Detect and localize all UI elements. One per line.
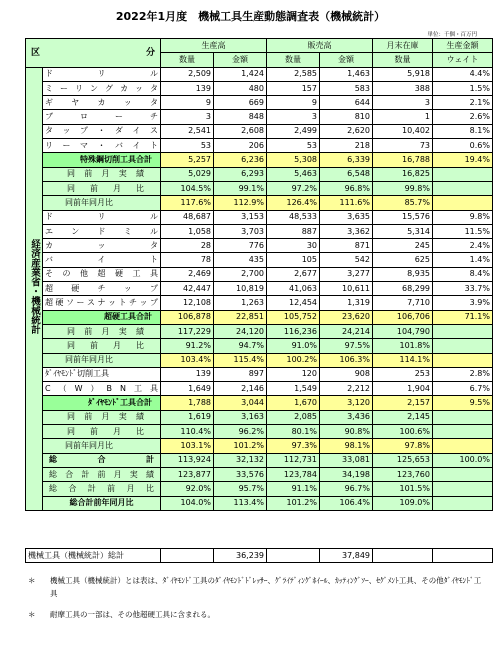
table-cell: 125,653 bbox=[373, 453, 433, 467]
row-label: 総 合 計 前 月 比 bbox=[43, 482, 161, 496]
table-cell: 22,851 bbox=[214, 310, 267, 324]
table-row bbox=[26, 282, 493, 296]
row-label: 超 硬 ソ ー ス ナ ッ ト チ ッ プ bbox=[43, 296, 161, 310]
table-cell: 6,548 bbox=[320, 167, 373, 181]
table-cell: 97.8% bbox=[373, 439, 433, 453]
table-cell: 3,044 bbox=[214, 396, 267, 410]
table-cell: 34,198 bbox=[320, 467, 373, 481]
table-cell: 30 bbox=[267, 239, 320, 253]
table-cell: 388 bbox=[373, 81, 433, 95]
table-cell: 139 bbox=[161, 367, 214, 381]
production-table bbox=[25, 38, 493, 511]
table-cell: 435 bbox=[214, 253, 267, 267]
table-cell: 42,447 bbox=[161, 282, 214, 296]
table-cell: 218 bbox=[320, 139, 373, 153]
summary-row: 機械工具（機械統計）総計 36,239 37,849 bbox=[26, 549, 493, 563]
table-cell: 106,878 bbox=[161, 310, 214, 324]
table-cell: 1,788 bbox=[161, 396, 214, 410]
table-cell: 3,163 bbox=[214, 410, 267, 424]
table-cell: 3,120 bbox=[320, 396, 373, 410]
table-cell: 810 bbox=[320, 110, 373, 124]
row-label: リ ー マ ・ バ イ ト bbox=[43, 139, 161, 153]
side-label: 経済産業省・機械統計 bbox=[26, 67, 43, 510]
table-cell: 3,362 bbox=[320, 224, 373, 238]
table-cell: 2,146 bbox=[214, 382, 267, 396]
table-row bbox=[26, 339, 493, 353]
table-cell: 10,611 bbox=[320, 282, 373, 296]
table-row bbox=[26, 110, 493, 124]
table-cell: 100.0% bbox=[433, 453, 493, 467]
table-cell: 103.4% bbox=[161, 353, 214, 367]
row-label: ブ ロ ー チ bbox=[43, 110, 161, 124]
table-cell bbox=[433, 482, 493, 496]
table-row bbox=[26, 467, 493, 481]
table-cell: 96.8% bbox=[320, 181, 373, 195]
table-cell: 644 bbox=[320, 96, 373, 110]
table-row bbox=[26, 453, 493, 467]
table-cell: 53 bbox=[267, 139, 320, 153]
row-label: タ ッ プ ・ ダ イ ス bbox=[43, 124, 161, 138]
table-cell: 4.4% bbox=[433, 67, 493, 81]
table-cell: 105,752 bbox=[267, 310, 320, 324]
table-cell: 3,153 bbox=[214, 210, 267, 224]
table-row bbox=[26, 67, 493, 81]
table-cell: 33.7% bbox=[433, 282, 493, 296]
table-row bbox=[26, 224, 493, 238]
table-cell: 871 bbox=[320, 239, 373, 253]
table-cell: 3 bbox=[373, 96, 433, 110]
table-cell: 2.8% bbox=[433, 367, 493, 381]
table-cell: 8.1% bbox=[433, 124, 493, 138]
row-label: 同前年同月比 bbox=[43, 439, 161, 453]
table-row bbox=[26, 410, 493, 424]
table-cell: 99.8% bbox=[373, 181, 433, 195]
column-header: 金額 bbox=[320, 53, 373, 67]
row-label: バ イ ト bbox=[43, 253, 161, 267]
table-cell: 2,585 bbox=[267, 67, 320, 81]
table-row bbox=[26, 496, 493, 510]
header-row bbox=[26, 39, 493, 53]
table-cell: 542 bbox=[320, 253, 373, 267]
table-cell: 2,212 bbox=[320, 382, 373, 396]
table-cell: 97.2% bbox=[267, 181, 320, 195]
row-label: 同 前 月 比 bbox=[43, 425, 161, 439]
table-cell: 111.6% bbox=[320, 196, 373, 210]
table-cell bbox=[433, 181, 493, 195]
table-cell: 80.1% bbox=[267, 425, 320, 439]
table-cell: 7,710 bbox=[373, 296, 433, 310]
table-cell: 3,703 bbox=[214, 224, 267, 238]
table-row bbox=[26, 396, 493, 410]
table-row bbox=[26, 96, 493, 110]
table-cell: 2,469 bbox=[161, 267, 214, 281]
table-row bbox=[26, 181, 493, 195]
table-cell bbox=[433, 353, 493, 367]
table-cell: 2,085 bbox=[267, 410, 320, 424]
table-cell: 48,533 bbox=[267, 210, 320, 224]
row-label: ド リ ル bbox=[43, 67, 161, 81]
row-label: ﾀﾞｲﾔﾓﾝﾄﾞ切削工具 bbox=[43, 367, 161, 381]
table-cell: 106,706 bbox=[373, 310, 433, 324]
table-row bbox=[26, 267, 493, 281]
table-cell: 96.2% bbox=[214, 425, 267, 439]
table-row bbox=[26, 167, 493, 181]
table-cell: 98.1% bbox=[320, 439, 373, 453]
table-cell: 2.4% bbox=[433, 239, 493, 253]
table-row bbox=[26, 124, 493, 138]
table-row bbox=[26, 367, 493, 381]
table-cell: 16,788 bbox=[373, 153, 433, 167]
table-cell: 90.8% bbox=[320, 425, 373, 439]
table-cell: 887 bbox=[267, 224, 320, 238]
table-cell: 120 bbox=[267, 367, 320, 381]
unit-label: 単位：千個・百万円 bbox=[427, 32, 477, 38]
table-cell: 1,263 bbox=[214, 296, 267, 310]
table-cell: 2.6% bbox=[433, 110, 493, 124]
table-cell: 101.2% bbox=[267, 496, 320, 510]
row-label: ド リ ル bbox=[43, 210, 161, 224]
table-cell: 2,157 bbox=[373, 396, 433, 410]
table-cell: 480 bbox=[214, 81, 267, 95]
table-cell: 105 bbox=[267, 253, 320, 267]
table-cell: 2,677 bbox=[267, 267, 320, 281]
table-cell: 5,257 bbox=[161, 153, 214, 167]
table-cell bbox=[433, 467, 493, 481]
table-cell: 5,314 bbox=[373, 224, 433, 238]
table-cell: 15,576 bbox=[373, 210, 433, 224]
footnote: ＊ 耐摩工具の一部は、その他超硬工具に含まれる。 bbox=[28, 610, 215, 619]
table-cell: 2,509 bbox=[161, 67, 214, 81]
table-cell bbox=[433, 196, 493, 210]
table-cell: 91.0% bbox=[267, 339, 320, 353]
table-cell: 73 bbox=[373, 139, 433, 153]
table-cell: 2,145 bbox=[373, 410, 433, 424]
table-row bbox=[26, 253, 493, 267]
table-cell: 33,576 bbox=[214, 467, 267, 481]
table-cell: 123,877 bbox=[161, 467, 214, 481]
table-cell: 2,499 bbox=[267, 124, 320, 138]
table-cell: 41,063 bbox=[267, 282, 320, 296]
row-label: カ ッ タ bbox=[43, 239, 161, 253]
table-cell: 97.3% bbox=[267, 439, 320, 453]
table-cell: 123,784 bbox=[267, 467, 320, 481]
row-label: 超 硬 チ ッ プ bbox=[43, 282, 161, 296]
table-cell: 5,029 bbox=[161, 167, 214, 181]
inventory-header: 月末在庫 bbox=[373, 39, 433, 53]
footnote: ＊ 機械工具（機械統計）とは表は、ﾀﾞｲﾔﾓﾝﾄﾞ工具のﾀﾞｲﾔﾓﾝﾄﾞﾄﾞﾚｯｻｰ、ｸﾞﾗｲﾃﾞｨﾝｸﾞﾎｲｰﾙ、ｶｯﾃｨﾝｸﾞｿｰ、ｾｸﾞﾒﾝﾄ工具、その他ﾀﾞｲﾔﾓﾝﾄﾞ工具 bbox=[28, 576, 482, 598]
table-cell: 6,236 bbox=[214, 153, 267, 167]
table-cell: 1,549 bbox=[267, 382, 320, 396]
table-cell: 117,229 bbox=[161, 324, 214, 338]
table-cell: 91.2% bbox=[161, 339, 214, 353]
table-cell: 11.5% bbox=[433, 224, 493, 238]
table-cell: 10,402 bbox=[373, 124, 433, 138]
table-cell: 100.6% bbox=[373, 425, 433, 439]
table-cell bbox=[433, 439, 493, 453]
table-cell: 85.7% bbox=[373, 196, 433, 210]
table-cell: 16,825 bbox=[373, 167, 433, 181]
table-cell: 96.7% bbox=[320, 482, 373, 496]
table-cell: 9 bbox=[267, 96, 320, 110]
table-cell: 10,819 bbox=[214, 282, 267, 296]
row-label: 同 前 月 実 績 bbox=[43, 410, 161, 424]
table-cell: 2,608 bbox=[214, 124, 267, 138]
table-row bbox=[26, 81, 493, 95]
table-cell: 669 bbox=[214, 96, 267, 110]
row-label: C （ W ） B N 工 具 bbox=[43, 382, 161, 396]
table-cell: 8.4% bbox=[433, 267, 493, 281]
table-cell: 253 bbox=[373, 367, 433, 381]
summary-table bbox=[25, 548, 493, 563]
table-row bbox=[26, 139, 493, 153]
row-label: 同 前 月 実 績 bbox=[43, 324, 161, 338]
table-cell: 5,463 bbox=[267, 167, 320, 181]
table-cell: 94.7% bbox=[214, 339, 267, 353]
table-cell: 112,731 bbox=[267, 453, 320, 467]
share-header: 生産金額 bbox=[433, 39, 493, 53]
row-label: 同前年同月比 bbox=[43, 196, 161, 210]
table-cell: 897 bbox=[214, 367, 267, 381]
table-cell: 1.4% bbox=[433, 253, 493, 267]
table-cell: 115.4% bbox=[214, 353, 267, 367]
table-cell: 3 bbox=[161, 110, 214, 124]
row-label: エ ン ド ミ ル bbox=[43, 224, 161, 238]
table-cell: 2,541 bbox=[161, 124, 214, 138]
table-cell: 139 bbox=[161, 81, 214, 95]
table-cell: 1,670 bbox=[267, 396, 320, 410]
table-cell: 97.5% bbox=[320, 339, 373, 353]
table-cell: 104,790 bbox=[373, 324, 433, 338]
table-cell: 6.7% bbox=[433, 382, 493, 396]
row-label: 同 前 月 比 bbox=[43, 181, 161, 195]
table-cell: 101.2% bbox=[214, 439, 267, 453]
table-cell: 24,120 bbox=[214, 324, 267, 338]
table-cell: 112.9% bbox=[214, 196, 267, 210]
row-label: 超硬工具合計 bbox=[43, 310, 161, 324]
table-cell: 12,108 bbox=[161, 296, 214, 310]
table-row bbox=[26, 310, 493, 324]
table-cell: 104.0% bbox=[161, 496, 214, 510]
table-cell: 78 bbox=[161, 253, 214, 267]
kubun-header: 区 分 bbox=[26, 39, 161, 68]
table-cell: 157 bbox=[267, 81, 320, 95]
table-cell: 2,620 bbox=[320, 124, 373, 138]
table-cell: 9.5% bbox=[433, 396, 493, 410]
table-cell: 1 bbox=[373, 110, 433, 124]
table-cell: 625 bbox=[373, 253, 433, 267]
table-cell: 92.0% bbox=[161, 482, 214, 496]
table-row bbox=[26, 353, 493, 367]
table-cell: 110.4% bbox=[161, 425, 214, 439]
table-cell: 24,214 bbox=[320, 324, 373, 338]
table-cell bbox=[433, 339, 493, 353]
table-cell: 2.1% bbox=[433, 96, 493, 110]
table-cell: 114.1% bbox=[373, 353, 433, 367]
table-cell: 53 bbox=[161, 139, 214, 153]
table-cell: 113.4% bbox=[214, 496, 267, 510]
summary-label: 機械工具（機械統計）総計 bbox=[26, 549, 161, 563]
row-label: 同 前 月 実 績 bbox=[43, 167, 161, 181]
column-header: ウェイト bbox=[433, 53, 493, 67]
table-cell: 12,454 bbox=[267, 296, 320, 310]
row-label: そ の 他 超 硬 工 具 bbox=[43, 267, 161, 281]
table-cell: 1,649 bbox=[161, 382, 214, 396]
table-cell: 245 bbox=[373, 239, 433, 253]
table-row bbox=[26, 296, 493, 310]
table-cell: 113,924 bbox=[161, 453, 214, 467]
table-cell: 32,132 bbox=[214, 453, 267, 467]
table-cell: 5,918 bbox=[373, 67, 433, 81]
table-cell: 1,619 bbox=[161, 410, 214, 424]
row-label: ギ ヤ カ ッ タ bbox=[43, 96, 161, 110]
table-cell: 48,687 bbox=[161, 210, 214, 224]
table-cell: 3,277 bbox=[320, 267, 373, 281]
table-cell: 1,058 bbox=[161, 224, 214, 238]
table-cell: 126.4% bbox=[267, 196, 320, 210]
table-cell: 101.8% bbox=[373, 339, 433, 353]
row-label: 同前年同月比 bbox=[43, 353, 161, 367]
row-label: 同 前 月 比 bbox=[43, 339, 161, 353]
column-header: 数量 bbox=[373, 53, 433, 67]
table-row bbox=[26, 324, 493, 338]
footnotes bbox=[28, 574, 488, 621]
table-cell: 106.3% bbox=[320, 353, 373, 367]
table-row bbox=[26, 210, 493, 224]
table-cell: 3,436 bbox=[320, 410, 373, 424]
table-cell: 6,339 bbox=[320, 153, 373, 167]
sales-header: 販売高 bbox=[267, 39, 373, 53]
table-cell: 103.1% bbox=[161, 439, 214, 453]
table-cell: 908 bbox=[320, 367, 373, 381]
row-label: 特殊鋼切削工具合計 bbox=[43, 153, 161, 167]
table-cell: 9.8% bbox=[433, 210, 493, 224]
table-cell: 109.0% bbox=[373, 496, 433, 510]
table-cell: 1,904 bbox=[373, 382, 433, 396]
table-cell: 104.5% bbox=[161, 181, 214, 195]
table-cell: 106.4% bbox=[320, 496, 373, 510]
table-cell: 91.1% bbox=[267, 482, 320, 496]
table-cell: 9 bbox=[161, 96, 214, 110]
table-cell: 33,081 bbox=[320, 453, 373, 467]
table-cell: 1,319 bbox=[320, 296, 373, 310]
column-header: 数量 bbox=[161, 53, 214, 67]
table-row bbox=[26, 196, 493, 210]
table-cell: 8,935 bbox=[373, 267, 433, 281]
table-row bbox=[26, 239, 493, 253]
table-cell: 6,293 bbox=[214, 167, 267, 181]
table-cell bbox=[433, 324, 493, 338]
table-cell: 68,299 bbox=[373, 282, 433, 296]
production-header: 生産高 bbox=[161, 39, 267, 53]
table-cell: 117.6% bbox=[161, 196, 214, 210]
row-label: 総 合 計 前 月 実 績 bbox=[43, 467, 161, 481]
table-row bbox=[26, 439, 493, 453]
table-cell: 583 bbox=[320, 81, 373, 95]
table-cell: 116,236 bbox=[267, 324, 320, 338]
table-cell: 71.1% bbox=[433, 310, 493, 324]
table-cell: 123,760 bbox=[373, 467, 433, 481]
table-cell: 5,308 bbox=[267, 153, 320, 167]
table-cell: 19.4% bbox=[433, 153, 493, 167]
table-cell bbox=[433, 167, 493, 181]
table-cell: 848 bbox=[214, 110, 267, 124]
table-cell bbox=[433, 425, 493, 439]
table-cell: 23,620 bbox=[320, 310, 373, 324]
table-cell: 2,700 bbox=[214, 267, 267, 281]
column-header: 数量 bbox=[267, 53, 320, 67]
table-cell: 0.6% bbox=[433, 139, 493, 153]
column-header: 金額 bbox=[214, 53, 267, 67]
table-cell: 99.1% bbox=[214, 181, 267, 195]
table-cell: 776 bbox=[214, 239, 267, 253]
table-cell: 3,635 bbox=[320, 210, 373, 224]
table-cell: 100.2% bbox=[267, 353, 320, 367]
table-row bbox=[26, 382, 493, 396]
table-cell: 3 bbox=[267, 110, 320, 124]
table-cell bbox=[433, 410, 493, 424]
table-cell: 1,424 bbox=[214, 67, 267, 81]
page-title: 2022年1月度 機械工具生産動態調査表（機械統計） bbox=[115, 10, 386, 23]
table-cell bbox=[433, 496, 493, 510]
row-label: 総合計前年同月比 bbox=[43, 496, 161, 510]
table-cell: 3.9% bbox=[433, 296, 493, 310]
row-label: ﾀﾞｲﾔﾓﾝﾄﾞ工具合計 bbox=[43, 396, 161, 410]
table-cell: 206 bbox=[214, 139, 267, 153]
table-row bbox=[26, 482, 493, 496]
table-cell: 1,463 bbox=[320, 67, 373, 81]
row-label: 総 合 計 bbox=[43, 453, 161, 467]
row-label: ミ ー リ ン グ カ ッ タ bbox=[43, 81, 161, 95]
table-row bbox=[26, 153, 493, 167]
table-cell: 101.5% bbox=[373, 482, 433, 496]
table-row bbox=[26, 425, 493, 439]
table-cell: 95.7% bbox=[214, 482, 267, 496]
table-cell: 1.5% bbox=[433, 81, 493, 95]
table-cell: 28 bbox=[161, 239, 214, 253]
